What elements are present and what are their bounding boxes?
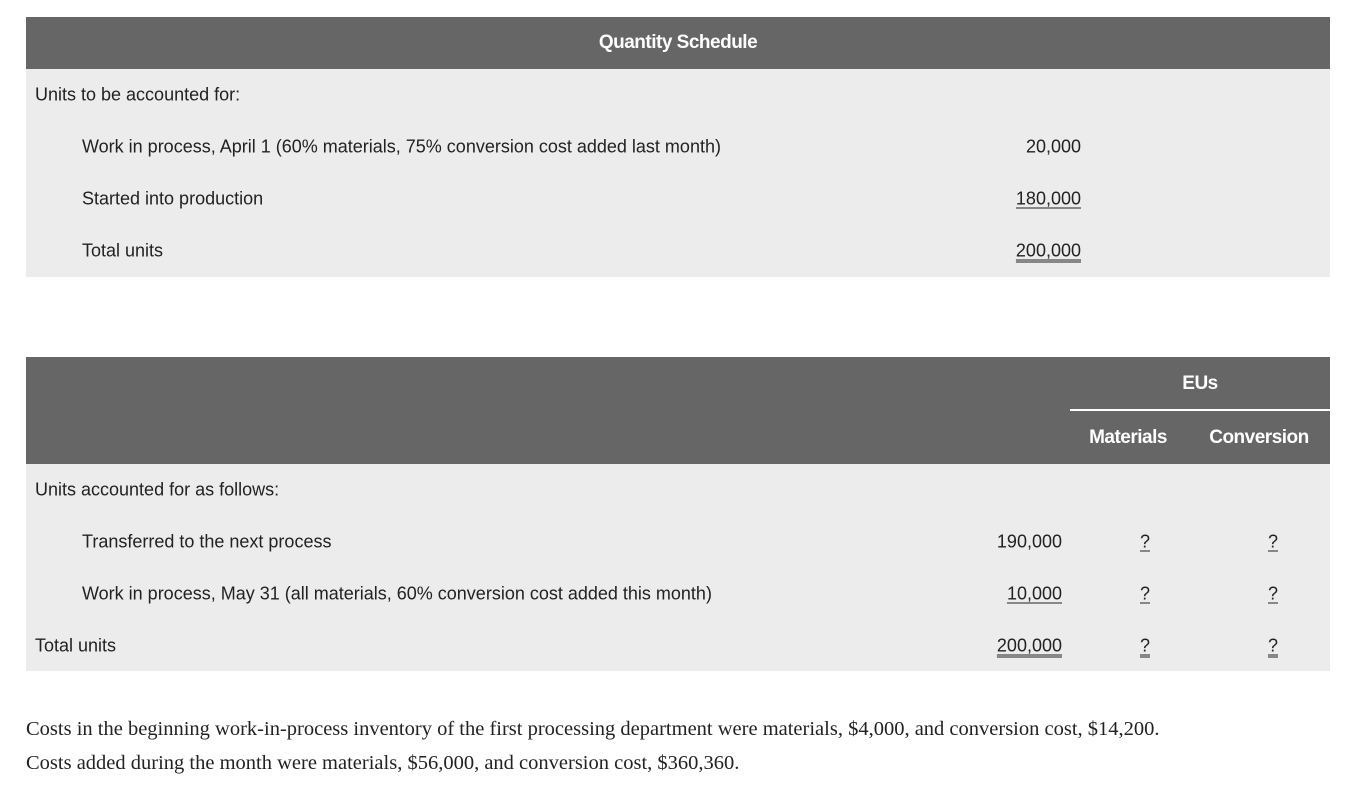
table-row xyxy=(26,173,1330,225)
row-label: Total units xyxy=(35,635,117,656)
materials-answer-blank[interactable]: ? xyxy=(1139,635,1150,656)
row-value: 20,000 xyxy=(1025,136,1081,157)
cost-note-line-2: Costs added during the month were materials, $56,000, and conversion cost, $360,360. xyxy=(26,752,740,774)
row-units: 190,000 xyxy=(996,531,1062,552)
row-label: Started into production xyxy=(82,188,264,209)
table-row xyxy=(26,225,1330,277)
quantity-schedule-title: Quantity Schedule xyxy=(598,32,758,53)
section-label-row xyxy=(26,69,1330,121)
row-label: Work in process, April 1 (60% materials, 75% conversion cost added last month) xyxy=(82,136,721,157)
eus-group-header: EUs xyxy=(1182,373,1218,394)
materials-answer-blank[interactable]: ? xyxy=(1139,531,1150,552)
conversion-answer-blank[interactable]: ? xyxy=(1267,635,1278,656)
table-row xyxy=(26,620,1330,672)
row-value: 180,000 xyxy=(1015,188,1081,209)
equivalent-units-table xyxy=(26,357,1330,671)
materials-answer-blank[interactable]: ? xyxy=(1139,583,1150,604)
equivalent-units-header xyxy=(26,357,1330,464)
quantity-schedule-table xyxy=(26,17,1330,277)
table-row xyxy=(26,121,1330,173)
row-units: 10,000 xyxy=(1006,583,1062,604)
units-to-be-accounted-label: Units to be accounted for: xyxy=(35,84,241,105)
table-row xyxy=(26,568,1330,620)
row-label: Total units xyxy=(82,240,164,261)
quantity-schedule-header xyxy=(26,17,1330,69)
row-label: Transferred to the next process xyxy=(82,531,332,552)
eus-divider xyxy=(1070,409,1330,411)
table-row xyxy=(26,516,1330,568)
section-label-row xyxy=(26,464,1330,516)
conversion-column-header: Conversion xyxy=(1209,427,1309,448)
cost-note-paragraph xyxy=(26,712,1326,780)
row-value: 200,000 xyxy=(1015,240,1081,261)
units-accounted-for-label: Units accounted for as follows: xyxy=(35,479,280,500)
conversion-answer-blank[interactable]: ? xyxy=(1267,583,1278,604)
cost-note-line-1: Costs in the beginning work-in-process inventory of the first processing department were materials, $4,000, and conversion cost, $14,200. xyxy=(26,718,1160,740)
materials-column-header: Materials xyxy=(1089,427,1167,448)
row-label: Work in process, May 31 (all materials, 60% conversion cost added this month) xyxy=(82,583,712,604)
conversion-answer-blank[interactable]: ? xyxy=(1267,531,1278,552)
row-units: 200,000 xyxy=(996,635,1062,656)
